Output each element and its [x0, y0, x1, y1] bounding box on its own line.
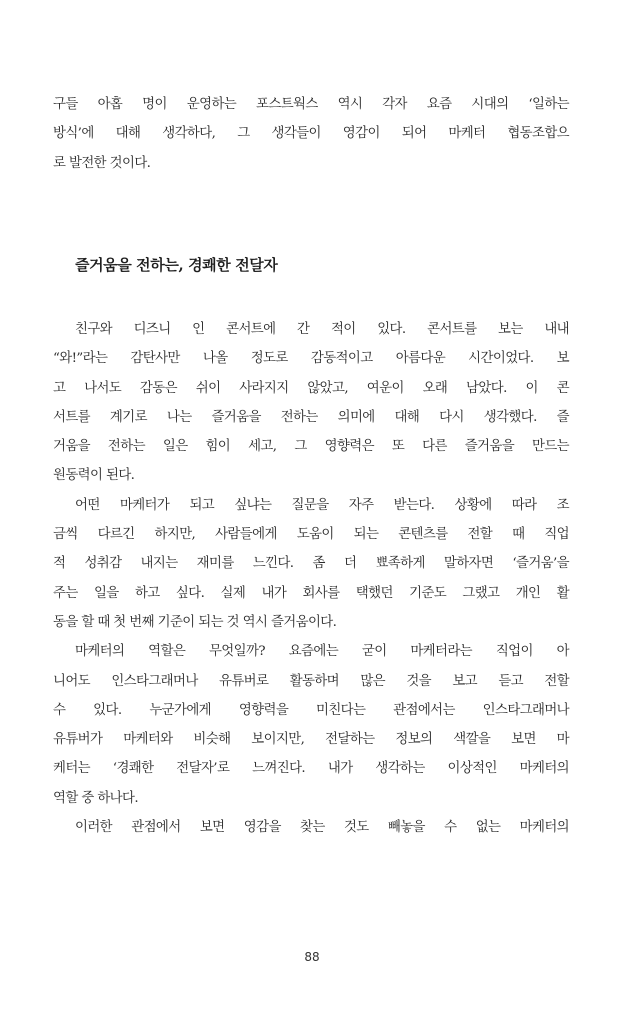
paragraph-2	[53, 491, 569, 637]
paragraph-line: 마케터의 역할은 무엇일까? 요즘에는 굳이 마케터라는 직업이 아	[75, 644, 569, 660]
paragraph-line: 역할 중 하나다.	[53, 790, 138, 806]
section-heading: 즐거움을 전하는, 경쾌한 전달자	[75, 256, 278, 274]
paragraph-line: 유튜버가 마케터와 비슷해 보이지만, 전달하는 정보의 색깔을 보면 마	[53, 732, 569, 748]
paragraph-line: “와!”라는 감탄사만 나올 정도로 감동적이고 아름다운 시간이었다. 보	[53, 351, 569, 367]
intro-line-3: 로 발전한 것이다.	[53, 155, 151, 171]
paragraph-line: 고 나서도 감동은 쉬이 사라지지 않았고, 여운이 오래 남았다. 이 콘	[53, 380, 569, 396]
paragraph-line: 적 성취감 내지는 재미를 느낀다. 좀 더 뾰족하게 말하자면 ‘즐거움’을	[53, 556, 569, 572]
intro-line-1: 구들 아홉 명이 운영하는 포스트웍스 역시 각자 요즘 시대의 ‘일하는	[53, 97, 569, 112]
paragraph-line: 친구와 디즈니 인 콘서트에 간 적이 있다. 콘서트를 보는 내내	[75, 322, 569, 337]
paragraph-line: 어떤 마케터가 되고 싶냐는 질문을 자주 받는다. 상황에 따라 조	[75, 497, 569, 513]
paragraph-4	[53, 813, 569, 842]
paragraph-line: 니어도 인스타그래머나 유튜버로 활동하며 많은 것을 보고 듣고 전할	[53, 673, 569, 689]
paragraph-line: 원동력이 된다.	[53, 468, 135, 484]
section-body	[53, 315, 569, 842]
paragraph-line: 수 있다. 누군가에게 영향력을 미친다는 관점에서는 인스타그래머나	[53, 702, 569, 718]
paragraph-1	[53, 315, 569, 491]
paragraph-line: 주는 일을 하고 싶다. 실제 내가 회사를 택했던 기준도 그랬고 개인 활	[53, 585, 569, 601]
paragraph-line: 거움을 전하는 일은 힘이 세고, 그 영향력은 또 다른 즐거움을 만드는	[53, 439, 569, 455]
paragraph-line: 서트를 계기로 나는 즐거움을 전하는 의미에 대해 다시 생각했다. 즐	[53, 409, 569, 425]
intro-line-2: 방식’에 대해 생각하다, 그 생각들이 영감이 되어 마케터 협동조합으	[53, 126, 569, 142]
intro-paragraph	[53, 90, 569, 178]
paragraph-line: 동을 할 때 첫 번째 기준이 되는 것 역시 즐거움이다.	[53, 614, 337, 630]
paragraph-line: 케터는 ‘경쾌한 전달자’로 느껴진다. 내가 생각하는 이상적인 마케터의	[53, 761, 569, 777]
page-number: 88	[304, 950, 320, 964]
paragraph-line: 금씩 다르긴 하지만, 사람들에게 도움이 되는 콘텐츠를 전할 때 직업	[53, 527, 569, 543]
paragraph-line: 이러한 관점에서 보면 영감을 찾는 것도 빼놓을 수 없는 마케터의	[75, 820, 569, 836]
paragraph-3	[53, 637, 569, 813]
